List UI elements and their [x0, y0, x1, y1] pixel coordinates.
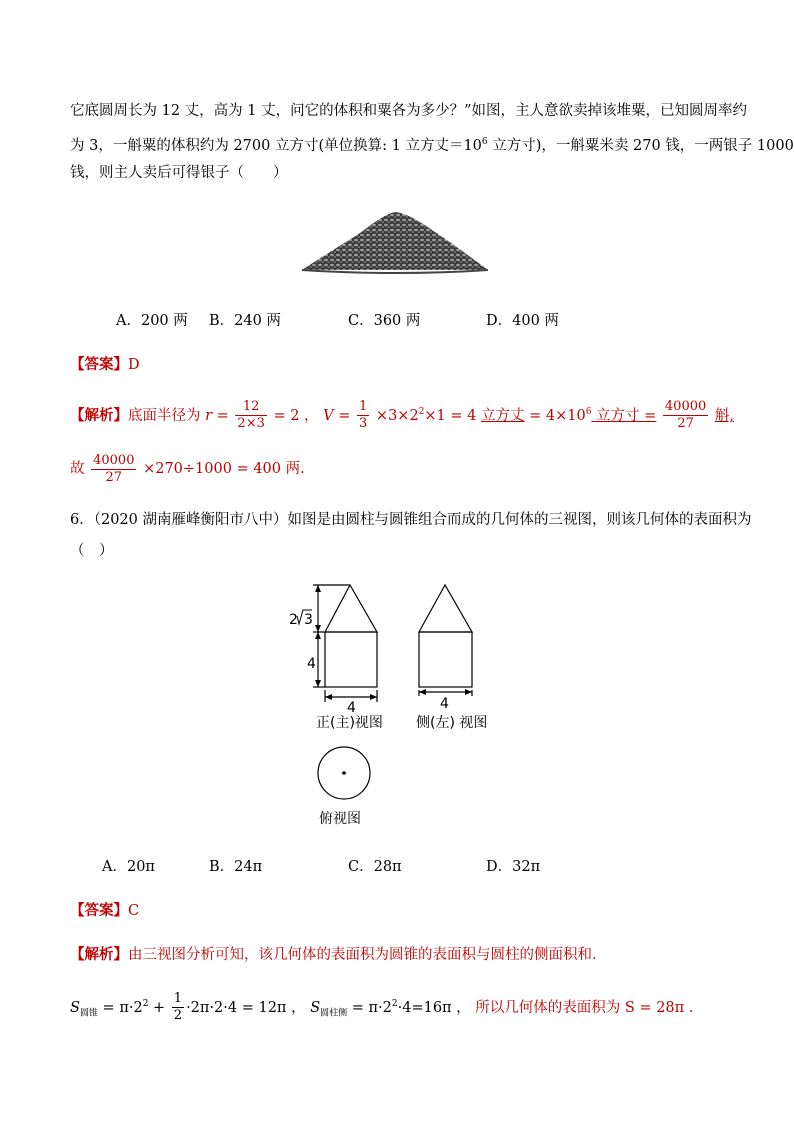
q6-option-b: B．24π: [209, 859, 263, 875]
q5-answer: 【答案】D: [70, 356, 140, 373]
q5-option-d: D．400 两: [486, 313, 559, 329]
top-view-label: 俯视图: [319, 811, 361, 827]
dim-height-4: 4: [307, 656, 316, 672]
dim-side-width-4: 4: [440, 696, 449, 712]
side-view: [419, 585, 472, 696]
q6-analysis-formula: $S_{圆锥} = \pi\cdot 2^2$ + $\frac{1}{2}$ ·2π·2·4 = 12π ， $S_{圆柱侧} = \pi\cdot 2^2\cdot 4=16\pi$ ， 所以几何体的表面积为 S = 28π .: [70, 991, 694, 1024]
q5-line2: 为 3，一斛粟的体积约为 2700 立方寸(单位换算: 1 立方丈$=10^6$ 立方寸)，一斛粟米卖 270 钱，一两银子 1000: [70, 137, 794, 154]
top-view: [318, 747, 370, 799]
q5-option-b: B．240 两: [209, 313, 281, 329]
q6-option-d: D．32π: [486, 859, 541, 875]
q5-line3: 钱，则主人卖后可得银子（ ）: [70, 165, 288, 181]
three-views-diagram: [280, 580, 510, 830]
q6-answer: 【答案】C: [70, 902, 140, 919]
q6-option-c: C．28π: [348, 859, 402, 875]
q6-line2: （ ）: [70, 543, 114, 559]
q6-option-a: A．20π: [102, 859, 155, 875]
dim-front-width-4: 4: [347, 700, 356, 716]
dim-2sqrt3-radicand: 3: [304, 612, 313, 628]
q5-option-a: A．200 两: [116, 313, 188, 329]
front-view-label: 正(主)视图: [316, 715, 383, 731]
side-view-label: 侧(左) 视图: [416, 715, 488, 731]
q5-analysis-line1: 【解析】底面半径为 r = $\frac{12}{2\times 3}$ = 2 ， V = $\frac{1}{3}$ $\times 3\times 2^2\times 1 = 4$ 立方丈 = $4\times 10^6$ 立方寸 = $\frac{40000}{27}$ 斛,: [70, 399, 734, 432]
grain-pile-image: [300, 208, 490, 276]
q5-option-c: C．360 两: [348, 313, 421, 329]
q5-line1: 它底圆周长为 12 丈，高为 1 丈，问它的体积和粟各为多少？”如图，主人意欲卖掉该堆粟，已知圆周率约: [70, 103, 748, 119]
dim-2sqrt3-coef: 2: [289, 612, 298, 628]
q6-analysis-line1: 【解析】由三视图分析可知，该几何体的表面积为圆锥的表面积与圆柱的侧面积和．: [70, 946, 607, 963]
q5-analysis-line2: 故 $\frac{40000}{27}$ ×270÷1000 = 400 两.: [70, 452, 305, 485]
q6-line1: 6．（2020 湖南雁峰衡阳市八中）如图是由圆柱与圆锥组合而成的几何体的三视图，则该几何体的表面积为: [70, 512, 752, 528]
front-view: [313, 585, 377, 702]
